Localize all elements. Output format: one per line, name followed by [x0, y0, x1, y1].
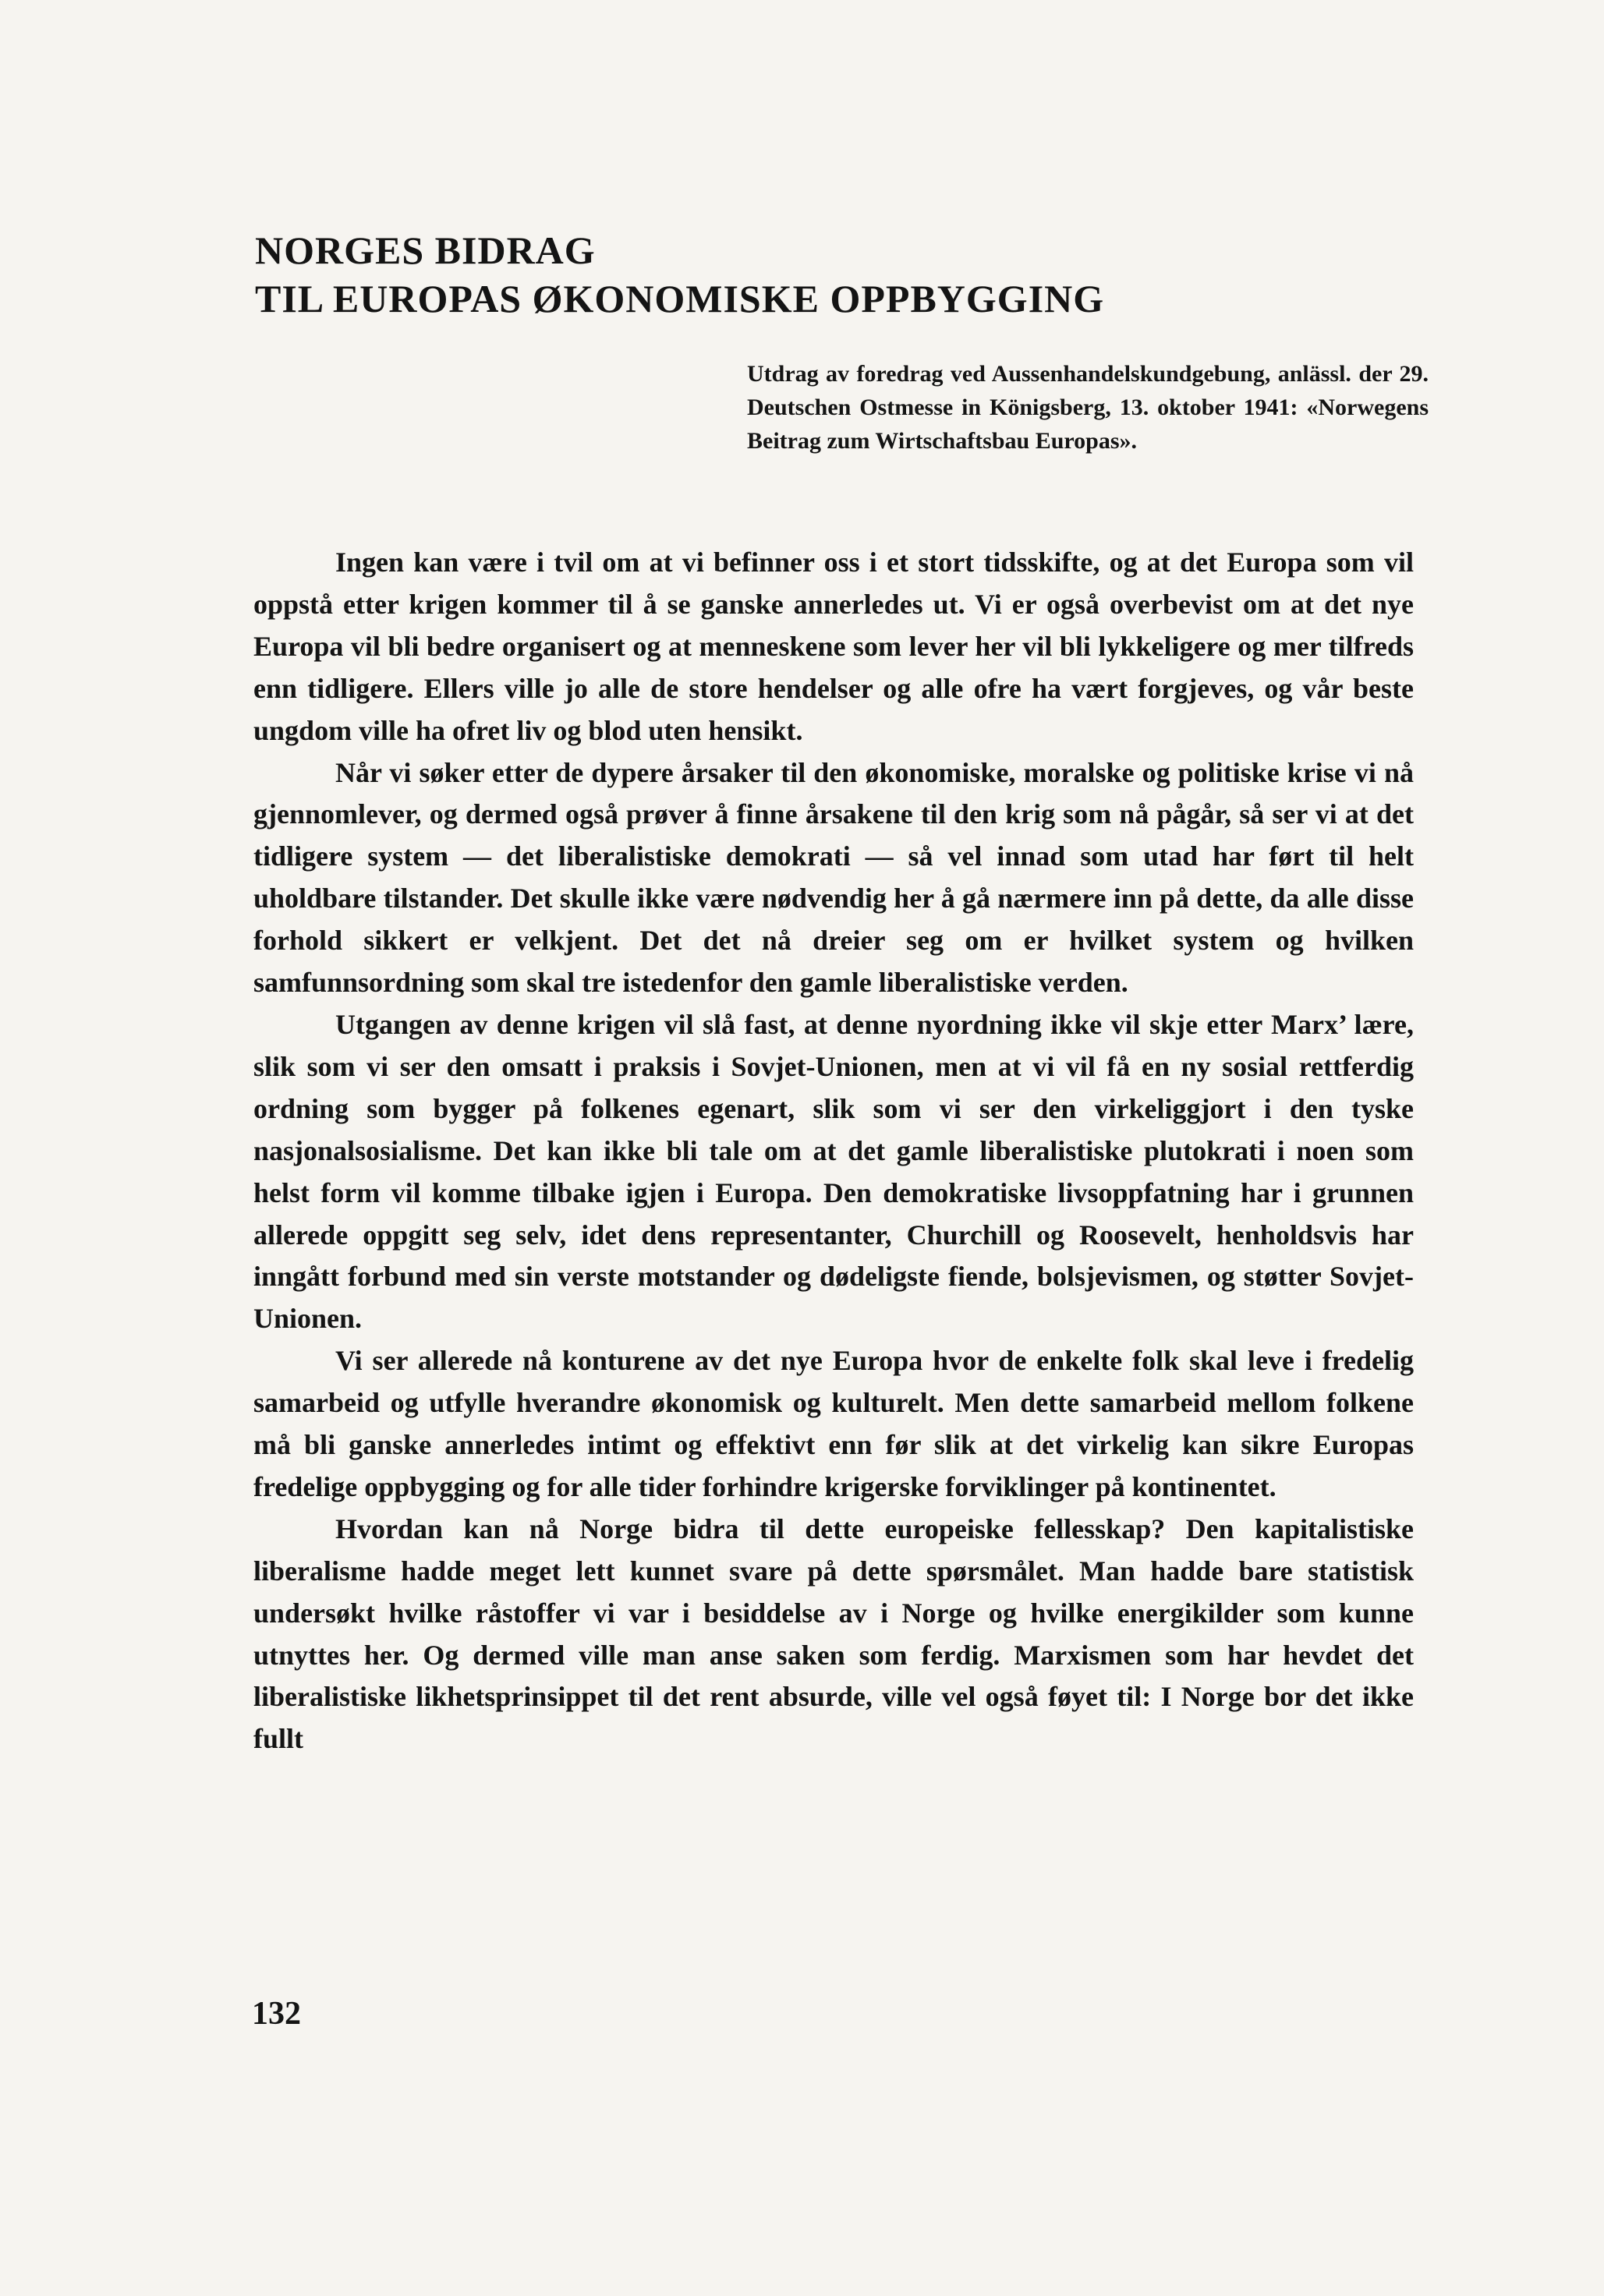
- paragraph-5: Hvordan kan nå Norge bidra til dette europeiske fellesskap? Den kapitalistiske liberalisme hadde meget lett kunnet svare på dette spørsmålet. Man hadde bare statistisk undersøkt hvilke råstoffer vi var i besiddelse av i Norge og hvilke energikilder som kunne utnyttes her. Og dermed ville man anse saken som ferdig. Marxismen som har hevdet det liberalistiske likhetsprinsippet til det rent absurde, ville vel også føyet til: I Norge bor det ikke fullt: [253, 1512, 1414, 1755]
- source-note: Utdrag av foredrag ved Aussenhandelskundgebung, anlässl. der 29. Deutschen Ostmesse in Königsberg, 13. oktober 1941: «Norwegens Beitrag zum Wirtschaftsbau Europas».: [747, 361, 1429, 454]
- title-line-2: TIL EUROPAS ØKONOMISKE OPPBYGGING: [255, 277, 1105, 320]
- title-line-1: NORGES BIDRAG: [255, 228, 596, 272]
- article-body: [253, 542, 1414, 1760]
- article-title: [255, 226, 1425, 323]
- paragraph-4: Vi ser allerede nå konturene av det nye Europa hvor de enkelte folk skal leve i fredelig samarbeid og utfylle hverandre økonomisk og kulturelt. Men dette samarbeid mellom folkene må bli ganske annerledes intimt og effektivt enn før slik at det virkelig kan sikre Europas fredelige oppbygging og for alle tider forhindre krigerske forviklinger på kontinentet.: [253, 1345, 1414, 1502]
- page-number: 132: [252, 1996, 301, 2032]
- paragraph-1: Ingen kan være i tvil om at vi befinner oss i et stort tidsskifte, og at det Europa som vil oppstå etter krigen kommer til å se ganske annerledes ut. Vi er også overbevist om at det nye Europa vil bli bedre organisert og at menneskene som lever her vil bli lykkeligere og mer tilfreds enn tidligere. Ellers ville jo alle de store hendelser og alle ofre ha vært forgjeves, og vår beste ungdom ville ha ofret liv og blod uten hensikt.: [253, 547, 1414, 746]
- paragraph-2: Når vi søker etter de dypere årsaker til den økonomiske, moralske og politiske krise vi nå gjennomlever, og dermed også prøver å finne årsakene til den krig som nå pågår, så ser vi at det tidligere system — det liberalistiske demokrati — så vel innad som utad har ført til helt uholdbare tilstander. Det skulle ikke være nødvendig her å gå nærmere inn på dette, da alle disse forhold sikkert er velkjent. Det det nå dreier seg om er hvilket system og hvilken samfunnsordning som skal tre istedenfor den gamle liberalistiske verden.: [253, 756, 1414, 999]
- paragraph-3: Utgangen av denne krigen vil slå fast, at denne nyordning ikke vil skje etter Marx’ lære, slik som vi ser den omsatt i praksis i Sovjet-Unionen, men at vi vil få en ny sosial rettferdig ordning som bygger på folkenes egenart, slik som vi ser den virkeliggjort i den tyske nasjonalsosialisme. Det kan ikke bli tale om at det gamle liberalistiske plutokrati i noen som helst form vil komme tilbake igjen i Europa. Den demokratiske livsoppfatning har i grunnen allerede oppgitt seg selv, idet dens representanter, Churchill og Roosevelt, henholdsvis har inngått forbund med sin verste motstander og dødeligste fiende, bolsjevismen, og støtter Sovjet-Unionen.: [253, 1008, 1414, 1335]
